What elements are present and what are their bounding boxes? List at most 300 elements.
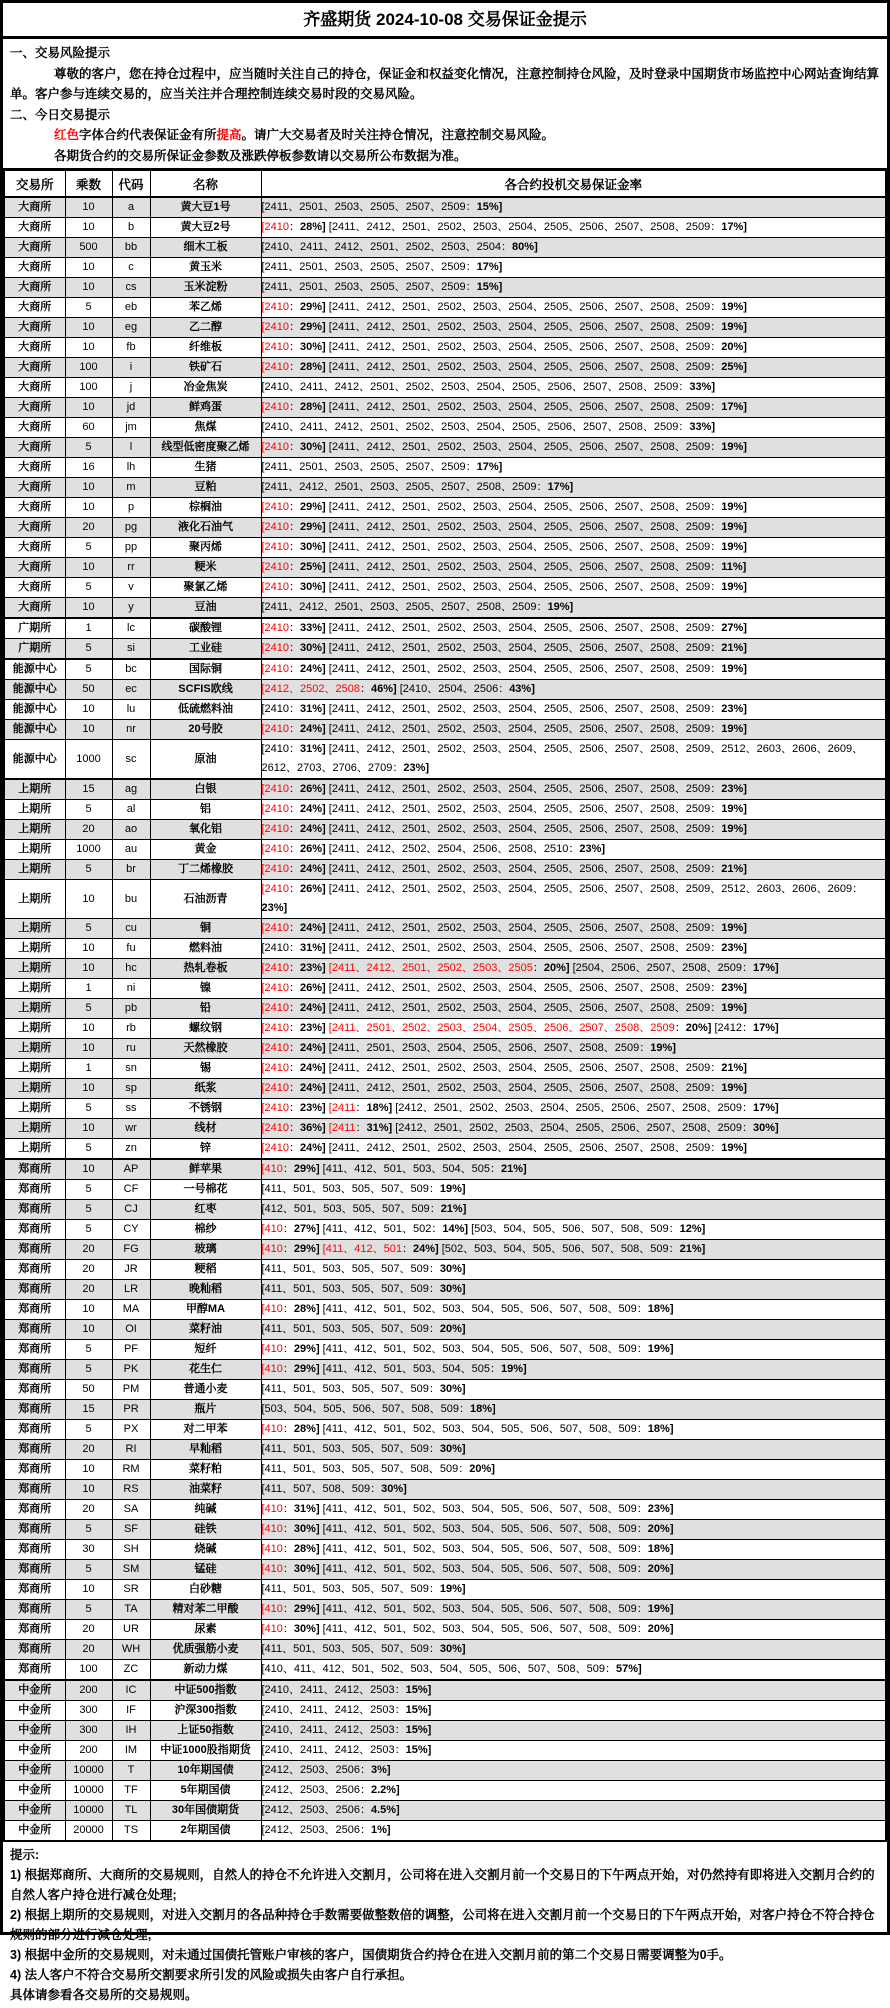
- rate-segment: [2411、2412、2501、2502、2503、2504、2505、2506、2507、2508、2509：17%]: [328, 401, 747, 413]
- name-cell: 硅铁: [150, 1520, 261, 1540]
- name-cell: 普通小麦: [150, 1380, 261, 1400]
- name-cell: 丁二烯橡胶: [150, 860, 261, 880]
- table-row: [4, 298, 886, 318]
- exchange-cell: 上期所: [4, 999, 65, 1019]
- multiplier-cell: 200: [65, 1741, 112, 1761]
- name-cell: 油菜籽: [150, 1480, 261, 1500]
- code-cell: i: [112, 358, 150, 378]
- multiplier-cell: 10: [65, 700, 112, 720]
- margin-rate-cell: [261, 1520, 886, 1540]
- code-cell: ni: [112, 979, 150, 999]
- rate-segment: [410：29%]: [261, 1603, 320, 1615]
- multiplier-cell: 15: [65, 779, 112, 800]
- multiplier-cell: 100: [65, 358, 112, 378]
- multiplier-cell: 1: [65, 1059, 112, 1079]
- rate-segment: [2411、2412、2501、2502、2503、2504、2505、2506、2507、2508、2509：21%]: [328, 1062, 747, 1074]
- multiplier-cell: 5: [65, 1340, 112, 1360]
- margin-rate-cell: [261, 1420, 886, 1440]
- margin-rate-cell: [261, 1801, 886, 1821]
- exchange-cell: 上期所: [4, 1059, 65, 1079]
- exchange-cell: 上期所: [4, 880, 65, 919]
- rate-segment: [2411、2412、2501、2502、2503、2504、2505、2506、2507、2508、2509、2512、2603、2606、2609、2612、2703、2706、2709：23%]: [261, 743, 864, 774]
- table-row: [4, 1500, 886, 1520]
- name-cell: 30年国债期货: [150, 1801, 261, 1821]
- rate-segment: [2411、2412、2501、2502、2503、2504、2505、2506、2507、2508、2509：17%]: [328, 221, 747, 233]
- code-cell: MA: [112, 1300, 150, 1320]
- exchange-cell: 郑商所: [4, 1220, 65, 1240]
- code-cell: OI: [112, 1320, 150, 1340]
- code-cell: IM: [112, 1741, 150, 1761]
- multiplier-cell: 5: [65, 659, 112, 680]
- margin-table: [3, 168, 887, 1842]
- exchange-cell: 郑商所: [4, 1620, 65, 1640]
- table-row: [4, 639, 886, 660]
- name-cell: 鲜鸡蛋: [150, 398, 261, 418]
- table-row: [4, 1320, 886, 1340]
- exchange-cell: 大商所: [4, 578, 65, 598]
- code-cell: fb: [112, 338, 150, 358]
- exchange-cell: 中金所: [4, 1761, 65, 1781]
- rate-segment: [2411、2501、2503、2505、2507、2509：17%]: [261, 461, 503, 473]
- table-row: [4, 860, 886, 880]
- rate-segment: [2411、2412、2501、2502、2503、2504、2505、2506、2507、2508、2509：19%]: [328, 823, 747, 835]
- rate-segment: [411、412、501、502、503、504、505、506、507、508、509：18%]: [322, 1303, 674, 1315]
- risk-section-title: 一、交易风险提示: [10, 46, 111, 60]
- multiplier-cell: 5: [65, 1200, 112, 1220]
- code-cell: WH: [112, 1640, 150, 1660]
- table-row: [4, 278, 886, 298]
- multiplier-cell: 10: [65, 338, 112, 358]
- exchange-cell: 中金所: [4, 1741, 65, 1761]
- exchange-cell: 能源中心: [4, 700, 65, 720]
- name-cell: 不锈钢: [150, 1099, 261, 1119]
- rate-segment: [2410：30%]: [261, 541, 326, 553]
- multiplier-cell: 10: [65, 880, 112, 919]
- multiplier-cell: 60: [65, 418, 112, 438]
- multiplier-cell: 20: [65, 1500, 112, 1520]
- multiplier-cell: 10: [65, 1019, 112, 1039]
- rate-segment: [2410：36%]: [261, 1122, 326, 1134]
- multiplier-cell: 10: [65, 959, 112, 979]
- margin-rate-cell: [261, 680, 886, 700]
- name-cell: SCFIS欧线: [150, 680, 261, 700]
- rate-segment: [2411、2501、2502、2503、2504、2505、2506、2507、2508、2509：20%]: [328, 1022, 712, 1034]
- rate-segment: [2410：30%]: [261, 581, 326, 593]
- table-row: [4, 558, 886, 578]
- exchange-cell: 大商所: [4, 518, 65, 538]
- margin-rate-cell: [261, 418, 886, 438]
- exchange-cell: 郑商所: [4, 1180, 65, 1200]
- rate-segment: [2410：24%]: [261, 922, 326, 934]
- exchange-cell: 上期所: [4, 779, 65, 800]
- multiplier-cell: 20: [65, 820, 112, 840]
- name-cell: 铁矿石: [150, 358, 261, 378]
- margin-rate-cell: [261, 1660, 886, 1681]
- rate-segment: [2411、2412、2501、2502、2503、2504、2505、2506、2507、2508、2509：23%]: [328, 783, 747, 795]
- table-row: [4, 1440, 886, 1460]
- multiplier-cell: 5: [65, 999, 112, 1019]
- name-cell: 铝: [150, 800, 261, 820]
- name-cell: 原油: [150, 740, 261, 780]
- exchange-cell: 能源中心: [4, 659, 65, 680]
- multiplier-cell: 5: [65, 1180, 112, 1200]
- code-cell: pp: [112, 538, 150, 558]
- table-row: [4, 498, 886, 518]
- exchange-cell: 上期所: [4, 1119, 65, 1139]
- code-cell: TF: [112, 1781, 150, 1801]
- rate-segment: [503、504、505、506、507、508、509：12%]: [471, 1223, 706, 1235]
- multiplier-cell: 5: [65, 1360, 112, 1380]
- table-row: [4, 618, 886, 639]
- rate-segment: [2410：24%]: [261, 663, 326, 675]
- code-cell: zn: [112, 1139, 150, 1160]
- margin-rate-cell: [261, 1560, 886, 1580]
- margin-rate-cell: [261, 1300, 886, 1320]
- rate-segment: [2410、2504、2506：43%]: [399, 683, 535, 695]
- rate-segment: [2410：28%]: [261, 221, 326, 233]
- footer-note-line: 具体请参看各交易所的交易规则。: [10, 1988, 198, 2002]
- rate-segment: [2411、2412、2501、2502、2503、2504、2505、2506、2507、2508、2509：19%]: [328, 501, 747, 513]
- rate-segment: [2411、2412、2501、2503、2505、2507、2508、2509：17%]: [261, 481, 574, 493]
- multiplier-cell: 5: [65, 1600, 112, 1620]
- code-cell: au: [112, 840, 150, 860]
- rate-segment: [2410、2411、2412、2501、2502、2503、2504：80%]: [261, 241, 538, 253]
- code-cell: ru: [112, 1039, 150, 1059]
- rate-segment: [412、501、503、505、507、509：21%]: [261, 1203, 467, 1215]
- multiplier-cell: 20: [65, 1280, 112, 1300]
- table-row: [4, 458, 886, 478]
- multiplier-cell: 50: [65, 680, 112, 700]
- multiplier-cell: 10: [65, 598, 112, 619]
- margin-rate-cell: [261, 1019, 886, 1039]
- multiplier-cell: 30: [65, 1540, 112, 1560]
- table-row: [4, 1560, 886, 1580]
- code-cell: si: [112, 639, 150, 660]
- code-cell: RI: [112, 1440, 150, 1460]
- code-cell: j: [112, 378, 150, 398]
- rate-segment: [2410：26%]: [261, 843, 326, 855]
- code-cell: a: [112, 197, 150, 218]
- name-cell: 焦煤: [150, 418, 261, 438]
- exchange-cell: 郑商所: [4, 1660, 65, 1681]
- margin-rate-cell: [261, 1640, 886, 1660]
- margin-rate-cell: [261, 1320, 886, 1340]
- rate-segment: [2411、2412、2501、2502、2503、2504、2505、2506、2507、2508、2509：19%]: [328, 541, 747, 553]
- table-row: [4, 1059, 886, 1079]
- multiplier-cell: 10: [65, 1159, 112, 1180]
- name-cell: 尿素: [150, 1620, 261, 1640]
- name-cell: 黄金: [150, 840, 261, 860]
- exchange-cell: 广期所: [4, 618, 65, 639]
- footer-note-line: 3) 根据中金所的交易规则，对未通过国债托管账户审核的客户，国债期货合约持仓在进入交割月前的第二个交易日需要调整为0手。: [10, 1948, 732, 1962]
- rate-segment: [2411：18%]: [328, 1102, 393, 1114]
- margin-rate-cell: [261, 538, 886, 558]
- rate-segment: [411、412、501、503、504、505：19%]: [322, 1363, 527, 1375]
- rate-segment: [2411、2412、2501、2502、2503、2504、2505、2506、2507、2508、2509：19%]: [328, 321, 747, 333]
- rate-segment: [2410：26%]: [261, 883, 326, 895]
- table-row: [4, 1801, 886, 1821]
- rate-segment: [2412：17%]: [714, 1022, 779, 1034]
- multiplier-cell: 50: [65, 1380, 112, 1400]
- name-cell: 棕榈油: [150, 498, 261, 518]
- exchange-cell: 郑商所: [4, 1440, 65, 1460]
- rate-segment: [2410：23%]: [261, 1022, 326, 1034]
- table-row: [4, 1019, 886, 1039]
- code-cell: sp: [112, 1079, 150, 1099]
- code-cell: PM: [112, 1380, 150, 1400]
- margin-rate-cell: [261, 999, 886, 1019]
- code-cell: SF: [112, 1520, 150, 1540]
- table-row: [4, 1480, 886, 1500]
- rate-segment: [2411、2501、2503、2505、2507、2509：15%]: [261, 201, 503, 213]
- table-row: [4, 1821, 886, 1842]
- rate-segment: [2410：31%]: [261, 942, 326, 954]
- rate-segment: [2410：24%]: [261, 863, 326, 875]
- exchange-cell: 郑商所: [4, 1200, 65, 1220]
- margin-rate-cell: [261, 258, 886, 278]
- multiplier-cell: 20: [65, 518, 112, 538]
- multiplier-cell: 10: [65, 1580, 112, 1600]
- name-cell: 优质强筋小麦: [150, 1640, 261, 1660]
- margin-rate-cell: [261, 1079, 886, 1099]
- margin-rate-cell: [261, 378, 886, 398]
- table-row: [4, 378, 886, 398]
- name-cell: 线型低密度聚乙烯: [150, 438, 261, 458]
- multiplier-cell: 5: [65, 578, 112, 598]
- code-cell: AP: [112, 1159, 150, 1180]
- table-row: [4, 720, 886, 740]
- table-row: [4, 438, 886, 458]
- rate-segment: [411、412、501、502、503、504、505、506、507、508、509：19%]: [322, 1343, 674, 1355]
- exchange-cell: 上期所: [4, 1039, 65, 1059]
- multiplier-cell: 5: [65, 438, 112, 458]
- margin-rate-cell: [261, 1761, 886, 1781]
- code-cell: lh: [112, 458, 150, 478]
- rate-segment: [2410：28%]: [261, 361, 326, 373]
- name-cell: 甲醇MA: [150, 1300, 261, 1320]
- rate-segment: [2412、2501、2502、2503、2504、2505、2506、2507、2508、2509：17%]: [395, 1102, 779, 1114]
- page-title: 齐盛期货 2024-10-08 交易保证金提示: [3, 3, 887, 39]
- rate-segment: [411、412、501、502、503、504、505、506、507、508、509：18%]: [322, 1543, 674, 1555]
- highlighted-text: 提高: [216, 128, 242, 142]
- code-cell: b: [112, 218, 150, 238]
- table-row: [4, 1460, 886, 1480]
- table-row: [4, 1300, 886, 1320]
- code-cell: PK: [112, 1360, 150, 1380]
- multiplier-cell: 100: [65, 378, 112, 398]
- code-cell: TS: [112, 1821, 150, 1842]
- intro-section: [3, 39, 887, 168]
- rate-segment: [2410：26%]: [261, 982, 326, 994]
- name-cell: 菜籽油: [150, 1320, 261, 1340]
- rate-segment: [410：29%]: [261, 1163, 320, 1175]
- rate-segment: [410：30%]: [261, 1623, 320, 1635]
- name-cell: 工业硅: [150, 639, 261, 660]
- footer-note-line: 1) 根据郑商所、大商所的交易规则，自然人的持仓不允许进入交割月，公司将在进入交割月前一个交易日的下午两点开始，对仍然持有即将进入交割月合约的自然人客户持仓进行减仓处理;: [10, 1868, 875, 1902]
- name-cell: 鲜苹果: [150, 1159, 261, 1180]
- code-cell: bc: [112, 659, 150, 680]
- margin-rate-cell: [261, 939, 886, 959]
- exchange-cell: 大商所: [4, 358, 65, 378]
- name-cell: 细木工板: [150, 238, 261, 258]
- margin-rate-cell: [261, 218, 886, 238]
- rate-segment: [2410：24%]: [261, 1082, 326, 1094]
- margin-rate-cell: [261, 518, 886, 538]
- exchange-cell: 郑商所: [4, 1159, 65, 1180]
- table-row: [4, 1159, 886, 1180]
- table-row: [4, 518, 886, 538]
- code-cell: p: [112, 498, 150, 518]
- exchange-cell: 郑商所: [4, 1540, 65, 1560]
- exchange-cell: 上期所: [4, 1139, 65, 1160]
- margin-rate-cell: [261, 558, 886, 578]
- table-row: [4, 1660, 886, 1681]
- multiplier-cell: 5: [65, 1139, 112, 1160]
- multiplier-cell: 5: [65, 1099, 112, 1119]
- name-cell: 热轧卷板: [150, 959, 261, 979]
- table-row: [4, 197, 886, 218]
- table-row: [4, 659, 886, 680]
- rate-segment: [502、503、504、505、506、507、508、509：21%]: [441, 1243, 706, 1255]
- rate-segment: [2412、2503、2506：3%]: [261, 1764, 391, 1776]
- code-cell: CY: [112, 1220, 150, 1240]
- margin-rate-cell: [261, 478, 886, 498]
- code-cell: sn: [112, 1059, 150, 1079]
- margin-rate-cell: [261, 618, 886, 639]
- red-highlight-note: [10, 125, 880, 146]
- margin-rate-cell: [261, 1360, 886, 1380]
- exchange-cell: 大商所: [4, 338, 65, 358]
- multiplier-cell: 10: [65, 278, 112, 298]
- exchange-cell: 大商所: [4, 218, 65, 238]
- exchange-cell: 郑商所: [4, 1520, 65, 1540]
- rate-segment: [2411、2412、2501、2502、2503、2504、2505、2506、2507、2508、2509：27%]: [328, 622, 747, 634]
- rate-segment: [2410：24%]: [261, 723, 326, 735]
- rate-segment: [2412、2503、2506：4.5%]: [261, 1804, 400, 1816]
- multiplier-cell: 15: [65, 1400, 112, 1420]
- footer-label: 提示:: [10, 1848, 40, 1862]
- rate-segment: [2410：30%]: [261, 642, 326, 654]
- exchange-cell: 郑商所: [4, 1480, 65, 1500]
- margin-rate-cell: [261, 779, 886, 800]
- multiplier-cell: 5: [65, 1420, 112, 1440]
- name-cell: 上证50指数: [150, 1721, 261, 1741]
- name-cell: 中证500指数: [150, 1680, 261, 1701]
- exchange-cell: 大商所: [4, 398, 65, 418]
- exchange-cell: 广期所: [4, 639, 65, 660]
- multiplier-cell: 5: [65, 919, 112, 939]
- multiplier-cell: 20000: [65, 1821, 112, 1842]
- name-cell: 纤维板: [150, 338, 261, 358]
- column-header: 交易所: [4, 170, 65, 198]
- footer-note-line: 2) 根据上期所的交易规则，对进入交割月的各品种持仓手数需要做整数倍的调整，公司将在进入交割月前一个交易日的下午两点开始，对客户持仓不符合持仓规则的部分进行减仓处理;: [10, 1908, 875, 1942]
- code-cell: rb: [112, 1019, 150, 1039]
- multiplier-cell: 1: [65, 979, 112, 999]
- rate-segment: [2411、2501、2503、2504、2505、2506、2507、2508、2509：19%]: [328, 1042, 676, 1054]
- rate-segment: [2504、2506、2507、2508、2509：17%]: [572, 962, 779, 974]
- code-cell: al: [112, 800, 150, 820]
- column-header: 各合约投机交易保证金率: [261, 170, 886, 198]
- note-text: 。请广大交易者及时关注持仓情况，注意控制交易风险。: [241, 128, 555, 142]
- table-row: [4, 578, 886, 598]
- table-row: [4, 1240, 886, 1260]
- code-cell: l: [112, 438, 150, 458]
- exchange-cell: 中金所: [4, 1821, 65, 1842]
- code-cell: pg: [112, 518, 150, 538]
- code-cell: sc: [112, 740, 150, 780]
- rate-segment: [2410：29%]: [261, 321, 326, 333]
- rate-segment: [411、501、503、505、507、509：30%]: [261, 1283, 466, 1295]
- margin-rate-cell: [261, 1680, 886, 1701]
- table-row: [4, 919, 886, 939]
- multiplier-cell: 10000: [65, 1761, 112, 1781]
- multiplier-cell: 10: [65, 558, 112, 578]
- exchange-cell: 郑商所: [4, 1360, 65, 1380]
- table-row: [4, 1220, 886, 1240]
- rate-segment: [2410、2411、2412、2503：15%]: [261, 1704, 432, 1716]
- rate-segment: [411、507、508、509：30%]: [261, 1483, 407, 1495]
- margin-rate-cell: [261, 659, 886, 680]
- table-row: [4, 1099, 886, 1119]
- table-row: [4, 840, 886, 860]
- footer-note-line: 4) 法人客户不符合交易所交割要求所引发的风险或损失由客户自行承担。: [10, 1968, 413, 1982]
- table-row: [4, 1761, 886, 1781]
- multiplier-cell: 16: [65, 458, 112, 478]
- multiplier-cell: 5: [65, 860, 112, 880]
- table-row: [4, 398, 886, 418]
- margin-rate-cell: [261, 1580, 886, 1600]
- name-cell: 纯碱: [150, 1500, 261, 1520]
- margin-rate-cell: [261, 1741, 886, 1761]
- exchange-cell: 大商所: [4, 558, 65, 578]
- exchange-cell: 郑商所: [4, 1640, 65, 1660]
- rate-segment: [2411、2412、2501、2502、2503、2504、2505、2506、2507、2508、2509：19%]: [328, 723, 747, 735]
- multiplier-cell: 10: [65, 1460, 112, 1480]
- rate-segment: [2411、2412、2501、2502、2503、2504、2505、2506、2507、2508、2509：23%]: [328, 982, 747, 994]
- exchange-cell: 上期所: [4, 840, 65, 860]
- rate-segment: [2410：30%]: [261, 441, 326, 453]
- rate-segment: [2410、2411、2412、2503：15%]: [261, 1744, 432, 1756]
- rate-segment: [410：31%]: [261, 1503, 320, 1515]
- rate-segment: [2410：24%]: [261, 1002, 326, 1014]
- table-header: [4, 170, 886, 198]
- name-cell: 2年期国债: [150, 1821, 261, 1842]
- name-cell: 短纤: [150, 1340, 261, 1360]
- rate-segment: [503、504、505、506、507、508、509：18%]: [261, 1403, 496, 1415]
- margin-rate-cell: [261, 1540, 886, 1560]
- rate-segment: [2411、2412、2501、2502、2503、2504、2505、2506、2507、2508、2509：19%]: [328, 663, 747, 675]
- rate-segment: [2410：24%]: [261, 823, 326, 835]
- table-row: [4, 318, 886, 338]
- name-cell: 棉纱: [150, 1220, 261, 1240]
- multiplier-cell: 5: [65, 538, 112, 558]
- multiplier-cell: 10: [65, 939, 112, 959]
- multiplier-cell: 20: [65, 1440, 112, 1460]
- exchange-cell: 郑商所: [4, 1240, 65, 1260]
- code-cell: lu: [112, 700, 150, 720]
- table-row: [4, 418, 886, 438]
- exchange-cell: 郑商所: [4, 1380, 65, 1400]
- rate-segment: [410：27%]: [261, 1223, 320, 1235]
- name-cell: 冶金焦炭: [150, 378, 261, 398]
- table-row: [4, 238, 886, 258]
- code-cell: RM: [112, 1460, 150, 1480]
- exchange-cell: 大商所: [4, 438, 65, 458]
- margin-rate-cell: [261, 959, 886, 979]
- exchange-cell: 大商所: [4, 197, 65, 218]
- exchange-cell: 郑商所: [4, 1400, 65, 1420]
- multiplier-cell: 10: [65, 1320, 112, 1340]
